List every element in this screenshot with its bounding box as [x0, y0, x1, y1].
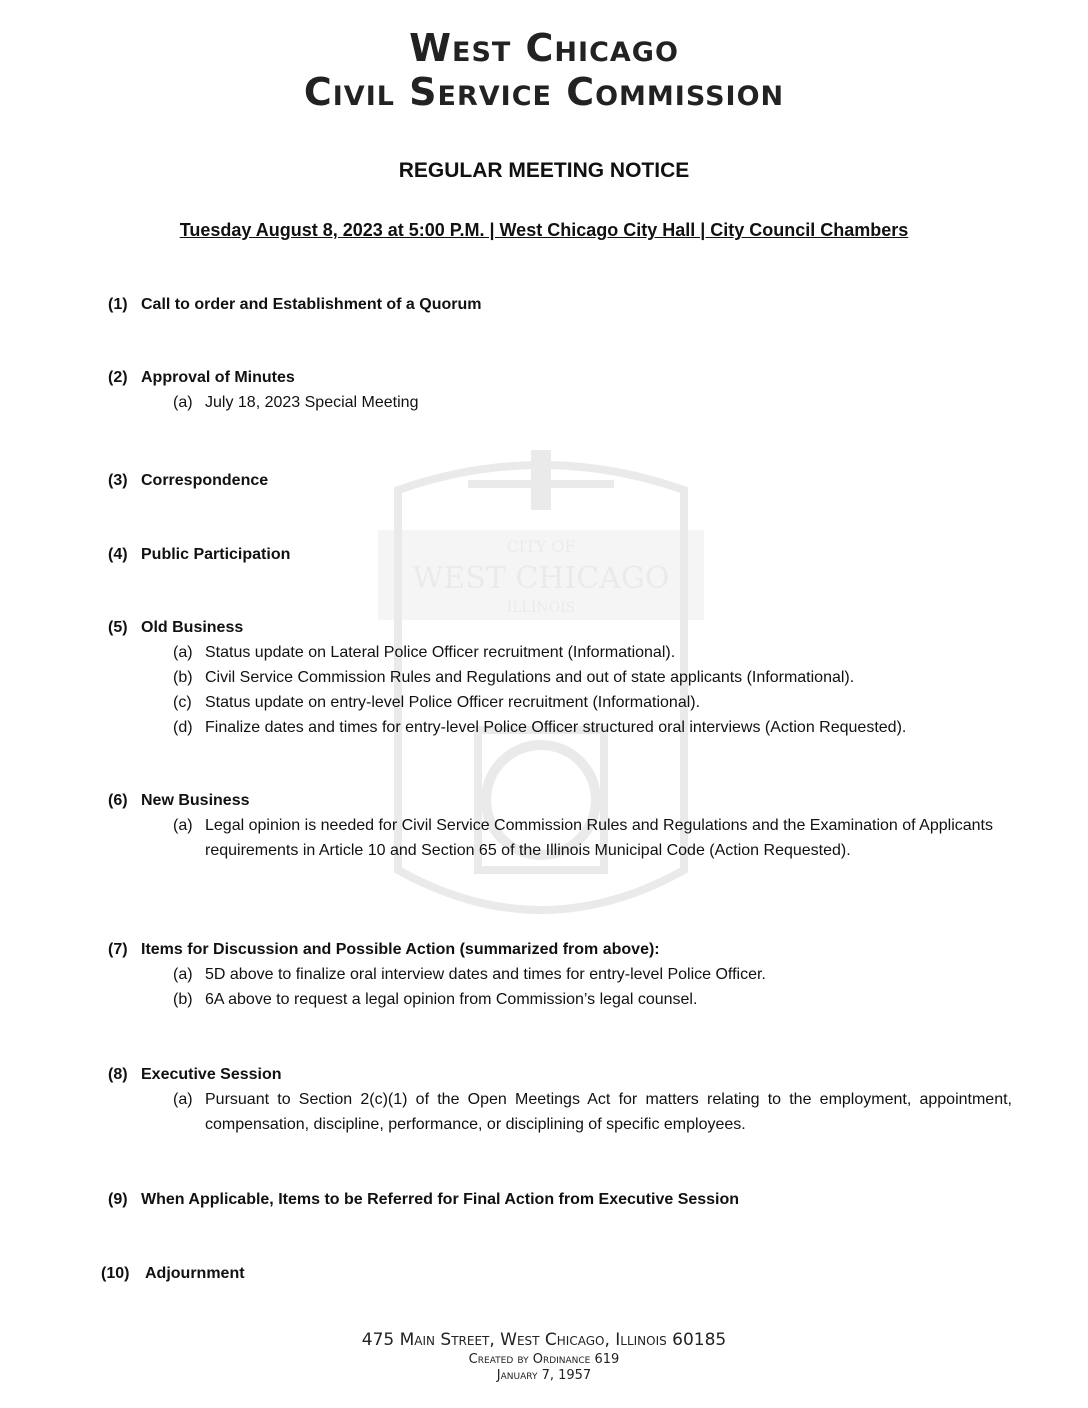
agenda-item-title: Call to order and Establishment of a Quorum	[141, 296, 482, 313]
agenda-subitem	[173, 390, 1012, 415]
agenda-subitem	[173, 962, 1012, 987]
footer-ordinance: Created by Ordinance 619	[468, 1352, 620, 1367]
agenda-subitem	[173, 715, 1012, 740]
agenda-subitem-letter: (d)	[173, 719, 193, 736]
agenda-item-heading	[101, 1261, 1012, 1286]
agenda-item-heading	[108, 937, 1012, 962]
notice-title: REGULAR MEETING NOTICE	[398, 159, 690, 182]
agenda-subitem-text: Status update on Lateral Police Officer recruitment (Informational).	[205, 644, 676, 661]
agenda-subitem-text: Status update on entry-level Police Officer recruitment (Informational).	[205, 694, 701, 711]
watermark-line2: WEST CHICAGO	[412, 561, 670, 596]
agenda-item	[108, 542, 1012, 567]
agenda-subitem-text: Finalize dates and times for entry-level Police Officer structured oral interviews (Action Requested).	[205, 719, 907, 736]
agenda-subitem-text: Legal opinion is needed for Civil Service Commission Rules and Regulations and the Examination of Applicants requirements in Article 10 and Section 65 of the Illinois Municipal Code (Action Requested).	[205, 817, 993, 859]
agenda-item-heading	[108, 468, 1012, 493]
agenda-subitem	[173, 813, 1012, 863]
agenda-item-number: (10)	[101, 1265, 130, 1282]
agenda-item	[108, 937, 1012, 1012]
agenda-subitem-letter: (a)	[173, 966, 193, 983]
agenda-item-title: Executive Session	[141, 1066, 282, 1083]
agenda-subitem-letter: (a)	[173, 817, 193, 834]
agenda-item-title: Adjournment	[145, 1265, 245, 1282]
agenda-subitem-letter: (a)	[173, 394, 193, 411]
agenda-item-number: (3)	[108, 472, 128, 489]
footer-address: 475 Main Street, West Chicago, Illinois 60185	[361, 1330, 727, 1350]
agenda-item-heading	[108, 542, 1012, 567]
agenda-item-number: (2)	[108, 369, 128, 386]
agenda-item	[108, 1062, 1012, 1137]
agenda-item-title: Old Business	[141, 619, 244, 636]
agenda-item-number: (1)	[108, 296, 128, 313]
agenda-subitem	[173, 640, 1012, 665]
agenda-item-number: (7)	[108, 941, 128, 958]
agenda-subitem-letter: (a)	[173, 644, 193, 661]
agenda-subitem-text: July 18, 2023 Special Meeting	[205, 394, 419, 411]
watermark-line3: ILLINOIS	[506, 600, 576, 616]
agenda-subitem-text: Civil Service Commission Rules and Regulations and out of state applicants (Informational).	[205, 669, 855, 686]
agenda-item-number: (5)	[108, 619, 128, 636]
agenda-item	[108, 1187, 1012, 1212]
agenda-item	[108, 292, 1012, 317]
agenda-item-title: Correspondence	[141, 472, 269, 489]
agenda-item	[108, 615, 1012, 740]
meeting-details: Tuesday August 8, 2023 at 5:00 P.M. | West Chicago City Hall | City Council Chambers	[179, 220, 909, 240]
agenda-subitem-text: 5D above to finalize oral interview dates and times for entry-level Police Officer.	[205, 966, 766, 983]
agenda-item-heading	[108, 292, 1012, 317]
agenda-subitem	[173, 987, 1012, 1012]
agenda-item-number: (6)	[108, 792, 128, 809]
agenda-item-heading	[108, 1062, 1012, 1087]
agenda-subitem	[173, 665, 1012, 690]
agenda-subitem-letter: (a)	[173, 1091, 193, 1108]
agenda-subitem-text: Pursuant to Section 2(c)(1) of the Open Meetings Act for matters relating to the employment, appointment, compensation, discipline, performance, or disciplining of specific employees.	[205, 1091, 1012, 1133]
agenda-item-title: New Business	[141, 792, 250, 809]
agenda-item-title: Approval of Minutes	[141, 369, 295, 386]
agenda-subitem	[173, 1087, 1012, 1137]
agenda-subitem-letter: (b)	[173, 991, 193, 1008]
agenda-item	[108, 365, 1012, 415]
agenda-item-number: (4)	[108, 546, 128, 563]
agenda-item-heading	[108, 365, 1012, 390]
agenda-item	[108, 788, 1012, 863]
watermark-line1: CITY OF	[506, 537, 576, 556]
agenda-item-title: Items for Discussion and Possible Action (summarized from above):	[141, 941, 660, 958]
agenda-item-heading	[108, 1187, 1012, 1212]
org-name-line1: West Chicago	[409, 26, 679, 70]
agenda-item-number: (8)	[108, 1066, 128, 1083]
agenda-item-title: When Applicable, Items to be Referred for Final Action from Executive Session	[141, 1191, 740, 1208]
footer-date: January 7, 1957	[496, 1368, 592, 1383]
agenda-item	[101, 1261, 1012, 1286]
agenda-subitem-letter: (b)	[173, 669, 193, 686]
agenda-subitem-text: 6A above to request a legal opinion from Commission’s legal counsel.	[205, 991, 698, 1008]
agenda-subitem	[173, 690, 1012, 715]
agenda-item-number: (9)	[108, 1191, 128, 1208]
agenda-item	[108, 468, 1012, 493]
agenda-item-heading	[108, 788, 1012, 813]
org-name-line2: Civil Service Commission	[303, 70, 785, 114]
agenda-item-heading	[108, 615, 1012, 640]
agenda-subitem-letter: (c)	[173, 694, 192, 711]
agenda-item-title: Public Participation	[141, 546, 291, 563]
